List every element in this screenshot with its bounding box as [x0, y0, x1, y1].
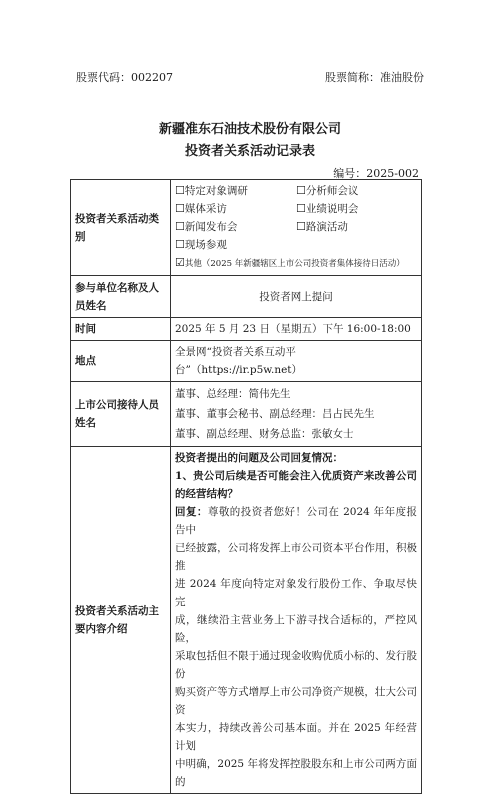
- row-receptionists: [71, 382, 422, 447]
- option-specific-research: ☐特定对象调研: [175, 184, 248, 197]
- record-table: [70, 179, 422, 794]
- option-analyst-meeting: ☐分析师会议: [296, 184, 359, 197]
- answer-line-3: 进 2024 年度向特定对象发行股份工作、争取尽快完: [175, 578, 417, 608]
- row-activity-category: [71, 180, 422, 276]
- document-number: 编号：2025-002: [333, 167, 419, 180]
- checkbox-icon: ☐: [175, 238, 185, 251]
- location-value: 全景网“投资者关系互动平台”（https://ir.p5w.net）: [171, 341, 422, 382]
- answer-line-8: 中明确，2025 年将发挥控股股东和上市公司两方面的: [175, 758, 417, 788]
- receptionist-1: 董事、总经理：简伟先生: [175, 388, 291, 400]
- label-activity-category: 投资者关系活动类别: [71, 180, 171, 276]
- checked-checkbox-icon: ☑: [175, 256, 185, 269]
- checkbox-icon: ☐: [296, 184, 306, 197]
- checkbox-icon: ☐: [175, 202, 185, 215]
- company-title: 新疆准东石油技术股份有限公司: [158, 122, 341, 137]
- main-content: [171, 447, 422, 794]
- answer-line-7: 本实力，持续改善公司基本面。并在 2025 年经营计划: [175, 722, 417, 752]
- question-1: 1、贵公司后续是否可能会注入优质资产来改善公司的经营结构？: [175, 470, 417, 500]
- answer-line-4: 成，继续沿主营业务上下游寻找合适标的，严控风险，: [175, 614, 417, 644]
- checkbox-icon: ☐: [175, 184, 185, 197]
- qa-intro: 投资者提出的问题及公司回复情况：: [175, 452, 343, 464]
- answer-line-1: 回复：尊敬的投资者您好！公司在 2024 年年度报告中: [175, 506, 417, 536]
- answer-prefix: 回复：: [175, 506, 208, 518]
- row-location: [71, 341, 422, 382]
- receptionist-3: 董事、副总经理、财务总监：张敏女士: [175, 428, 354, 440]
- label-main-content: 投资者关系活动主要内容介绍: [71, 447, 171, 794]
- answer-line-2: 已经披露，公司将发挥上市公司资本平台作用，积极推: [175, 542, 417, 572]
- option-other: ☑其他（2025 年新疆辖区上市公司投资者集体接待日活动）: [175, 256, 405, 269]
- option-roadshow: ☐路演活动: [296, 220, 348, 233]
- option-earnings-briefing: ☐业绩说明会: [296, 202, 359, 215]
- document-title: 投资者关系活动记录表: [184, 144, 315, 159]
- stock-code: 股票代码：002207: [76, 71, 173, 84]
- checkbox-icon: ☐: [296, 202, 306, 215]
- receptionist-2: 董事、董事会秘书、副总经理：吕占民先生: [175, 408, 375, 420]
- answer-line-6: 购买资产等方式增厚上市公司净资产规模，壮大公司资: [175, 686, 417, 716]
- stock-short-name: 股票简称：准油股份: [325, 71, 424, 84]
- row-main-content: [71, 447, 422, 794]
- time-value: 2025 年 5 月 23 日（星期五）下午 16:00-18:00: [171, 318, 422, 341]
- option-site-visit: ☐现场参观: [175, 238, 227, 251]
- receptionists-list: [171, 382, 422, 447]
- label-receptionists: 上市公司接待人员姓名: [71, 382, 171, 447]
- label-time: 时间: [71, 318, 171, 341]
- activity-options: [171, 180, 422, 276]
- label-location: 地点: [71, 341, 171, 382]
- label-participants: 参与单位名称及人员姓名: [71, 276, 171, 318]
- checkbox-icon: ☐: [175, 220, 185, 233]
- checkbox-icon: ☐: [296, 220, 306, 233]
- participants-value: 投资者网上提问: [171, 276, 422, 318]
- option-media-interview: ☐媒体采访: [175, 202, 227, 215]
- answer-line-5: 采取包括但不限于通过现金收购优质小标的、发行股份: [175, 650, 417, 680]
- row-participants: [71, 276, 422, 318]
- row-time: [71, 318, 422, 341]
- option-press-conference: ☐新闻发布会: [175, 220, 238, 233]
